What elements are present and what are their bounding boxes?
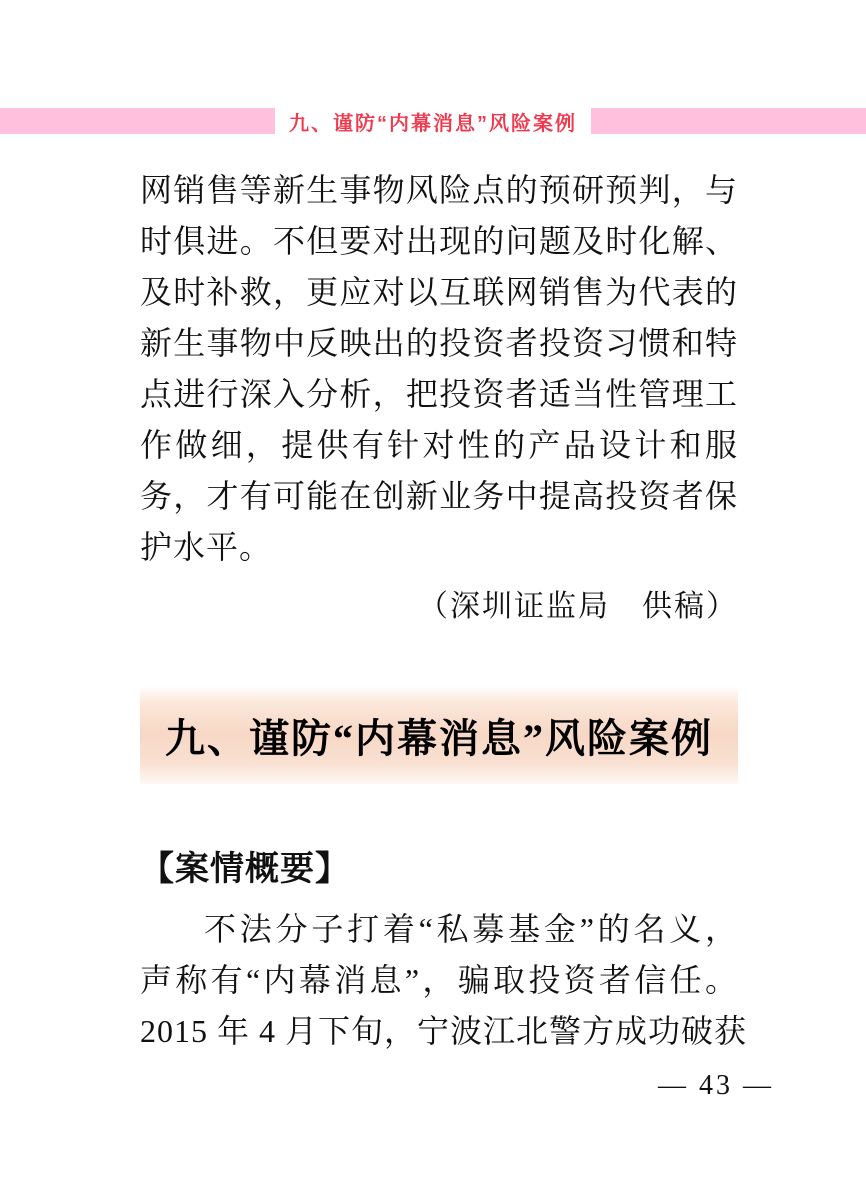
paragraph-1 — [140, 165, 738, 573]
paragraph-line: 及时补救，更应对以互联网销售为代表的 — [140, 274, 738, 310]
paragraph-line: 时俱进。不但要对出现的问题及时化解、 — [140, 223, 738, 259]
running-title-box — [275, 108, 591, 134]
paragraph-line: 务，才有可能在创新业务中提高投资者保 — [140, 478, 738, 514]
paragraph-2 — [140, 904, 748, 1057]
section-title-banner — [140, 687, 738, 784]
paragraph-line: 护水平。 — [140, 529, 273, 565]
header-band-left — [0, 108, 275, 134]
paragraph-line: 2015 年 4 月下旬，宁波江北警方成功破获 — [140, 1013, 748, 1049]
section-title: 九、谨防“内幕消息”风险案例 — [165, 716, 713, 761]
running-header-title: 九、谨防“内幕消息”风险案例 — [289, 112, 577, 135]
paragraph-line: 点进行深入分析，把投资者适当性管理工 — [140, 376, 738, 412]
subsection-heading: 【案情概要】 — [140, 851, 350, 888]
paragraph-line: 不法分子打着“私募基金”的名义， — [204, 911, 738, 947]
running-header — [0, 108, 866, 134]
attribution-line: （深圳证监局 供稿） — [418, 590, 738, 623]
paragraph-line: 作做细，提供有针对性的产品设计和服 — [140, 427, 738, 463]
header-band-right — [591, 108, 866, 134]
page-number: — 43 — — [658, 1070, 774, 1101]
text-column — [140, 165, 748, 1057]
paragraph-line: 网销售等新生事物风险点的预研预判，与 — [140, 172, 738, 208]
paragraph-line: 声称有“内幕消息”，骗取投资者信任。 — [140, 962, 738, 998]
paragraph-line: 新生事物中反映出的投资者投资习惯和特 — [140, 325, 738, 361]
